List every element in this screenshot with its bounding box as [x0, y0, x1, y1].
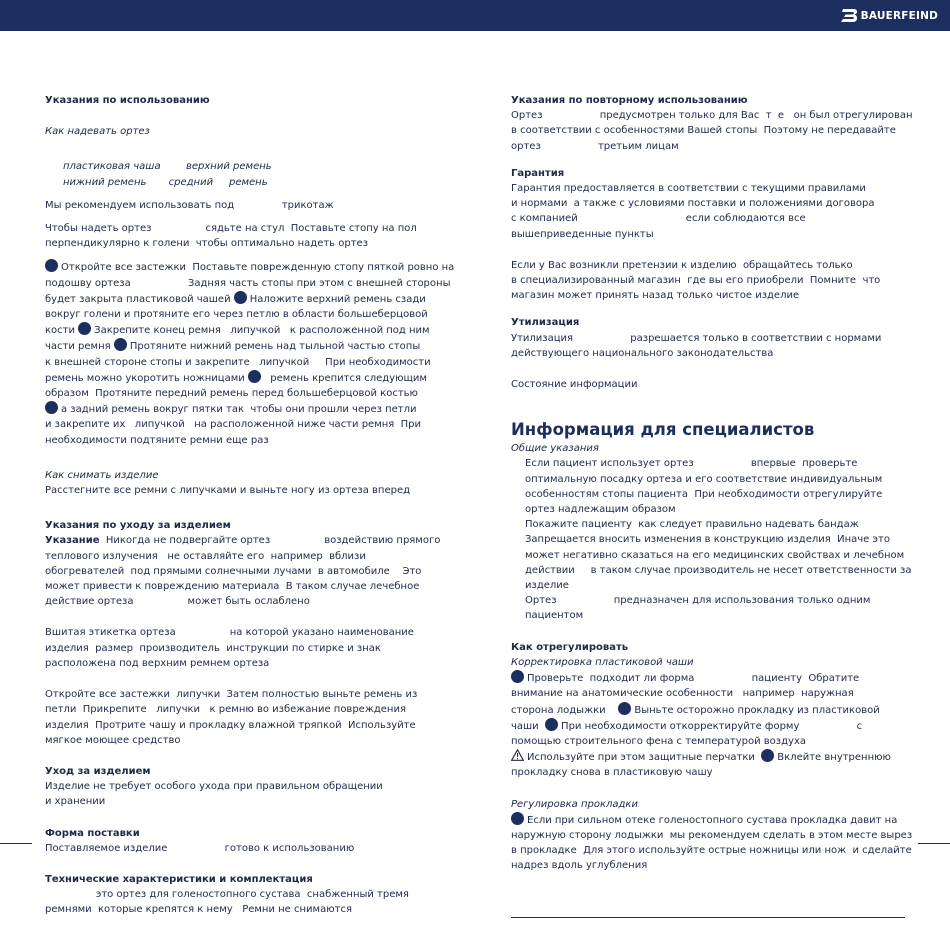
adjust-line-1	[511, 670, 911, 686]
right-margin-rule	[918, 843, 950, 844]
adjust-line-5: помощью строительного фена с температурой воздуха	[511, 735, 806, 747]
step-line-6-text-a: части ремня	[45, 341, 114, 353]
warning-icon	[511, 749, 524, 761]
care-line-4: может привести к повреждению материала В таком случае лечебное	[45, 581, 420, 593]
step-line-8-text-a: ремень можно укоротить ножницами	[45, 372, 248, 384]
step-line-8	[45, 370, 440, 386]
left-margin-rule	[0, 843, 32, 844]
warranty-line-1: Гарантия предоставляется в соответствии с текущими правилами	[511, 183, 866, 195]
pad-line-3: в прокладке Для этого используйте острые ножницы или нож и сделайте	[511, 845, 912, 857]
care-label: Указание	[45, 535, 100, 547]
open-line-3: изделия Протрите чашу и прокладку влажной тряпкой Используйте	[45, 719, 416, 731]
care2-title: Уход за изделием	[45, 765, 151, 777]
general-line-7: может негативно сказаться на его медицинских свойствах и лечебном	[525, 549, 905, 561]
header-bar	[0, 0, 950, 31]
pad-title: Регулировка прокладки	[511, 798, 638, 810]
bottom-rule	[511, 917, 905, 918]
adjust-line-6-text-b: Вклейте внутреннюю	[777, 752, 891, 764]
delivery-title: Форма поставки	[45, 827, 140, 839]
step-3-marker-icon	[78, 322, 91, 335]
care-line-3: обогревателей под прямыми солнечными лучами в автомобиле Это	[45, 565, 422, 577]
adjust-step-4-marker-icon	[761, 749, 774, 762]
general-title: Общие указания	[511, 443, 599, 455]
reuse-line-3: ортез третьим лицам	[511, 140, 679, 152]
claims-line-2: в специализированный магазин где вы его приобрели Помните что	[511, 275, 881, 287]
pad-line-1-text: Если при сильном отеке голеностопного сустава прокладка давит на	[527, 814, 898, 826]
step-line-5-text-b: Закрепите конец ремня липучкой к расположенной под ним	[94, 325, 430, 337]
care2-line-2: и хранении	[45, 796, 106, 808]
step-line-8-text-b: ремень крепится следующим	[263, 372, 427, 384]
care2-line-1: Изделие не требует особого ухода при правильном обращении	[45, 781, 383, 793]
brand-logo	[840, 7, 938, 24]
adjust-line-4-text-b: При необходимости откорректируйте форму с	[561, 720, 863, 732]
warranty-line-2: и нормами а также с условиями поставки и положениями договора	[511, 198, 875, 210]
step-line-3-text-b: Наложите верхний ремень сзади	[249, 293, 426, 305]
tech-line-1: это ортез для голеностопного сустава снабженный тремя	[45, 889, 409, 901]
step-line-6-text-b: Протяните нижний ремень над тыльной частью стопы	[129, 341, 421, 353]
pad-step-1-marker-icon	[511, 812, 524, 825]
reuse-line-1: Ортез предусмотрен только для Вас т е он был отрегулирован	[511, 110, 913, 122]
warranty-line-3: с компанией если соблюдаются все	[511, 213, 806, 225]
step-line-3	[45, 291, 440, 307]
care-line-2: теплового излучения не оставляйте его например вблизи	[45, 550, 366, 562]
brand-name: BAUERFEIND	[860, 9, 938, 22]
step-line-4: вокруг голени и протяните его через петлю в области большеберцовой	[45, 309, 428, 321]
care-line-1	[45, 533, 440, 548]
specialists-title: Информация для специалистов	[511, 420, 815, 440]
step-line-5-text-a: кости	[45, 325, 79, 337]
open-line-1: Откройте все застежки липучки Затем полностью выньте ремень из	[45, 689, 418, 701]
claims-line-3: магазин может принять назад только чистое изделие	[511, 290, 800, 302]
recommend-text: Мы рекомендуем использовать под трикотаж	[45, 199, 334, 211]
adjust-step-2-marker-icon	[618, 702, 631, 715]
pad-line-2: наружную сторону лодыжки мы рекомендуем сделать в этом месте вырез	[511, 829, 913, 841]
care-title: Указания по уходу за изделием	[45, 520, 231, 532]
general-line-5: Покажите пациенту как следует правильно надевать бандаж	[525, 519, 859, 531]
disposal-line-2: действующего национального законодательства	[511, 347, 774, 359]
adjust-step-3-marker-icon	[545, 718, 558, 731]
adjust-line-7: прокладку снова в пластиковую чашу	[511, 767, 713, 779]
left-column	[45, 93, 455, 918]
take-off-text: Расстегните все ремни с липучками и выньте ногу из ортеза вперед	[45, 485, 411, 497]
general-line-11: пациентом	[525, 610, 584, 622]
adjust-line-3	[511, 702, 911, 718]
adjust-line-6-text-a: Используйте при этом защитные перчатки	[527, 752, 762, 764]
adjust-title: Как отрегулировать	[511, 641, 629, 653]
info-state: Состояние информации	[511, 379, 638, 391]
usage-title: Указания по использованию	[45, 95, 210, 106]
general-line-8: действии в таком случае производитель не несет ответственности за	[525, 564, 912, 576]
adjust-step-1-marker-icon	[511, 670, 524, 683]
step-line-11: и закрепите их липучкой на расположенной ниже части ремня При	[45, 419, 422, 431]
how-to-put-on-title: Как надевать ортез	[45, 126, 150, 138]
parts-line-2: нижний ремень средний ремень	[63, 176, 268, 188]
adjust-line-3-text-a: сторона лодыжки	[511, 704, 619, 716]
step-line-3-text-a: будет закрыта пластиковой чашей	[45, 293, 234, 305]
delivery-text: Поставляемое изделие готово к использованию	[45, 842, 355, 854]
step-line-9: образом Протяните передний ремень перед большеберцовой костью	[45, 388, 418, 400]
adjust-line-2: внимание на анатомические особенности например наружная	[511, 688, 854, 700]
adjust-line-4	[511, 718, 911, 734]
bauerfeind-logo-icon	[840, 7, 858, 24]
general-line-10: Ортез предназначен для использования только одним	[525, 595, 871, 607]
general-line-4: ортез надлежащим образом	[525, 504, 676, 516]
disposal-line-1: Утилизация разрешается только в соответствии с нормами	[511, 332, 882, 344]
pad-line-4: надрез вдоль углубления	[511, 860, 648, 872]
adjust-line-3-text-b: Выньте осторожно прокладку из пластиковой	[634, 704, 880, 716]
take-off-title: Как снимать изделие	[45, 469, 159, 481]
step-4-marker-icon	[114, 338, 127, 351]
pad-line-1	[511, 812, 911, 828]
warranty-title: Гарантия	[511, 167, 565, 179]
disposal-title: Утилизация	[511, 317, 580, 329]
general-line-9: изделие	[525, 580, 569, 592]
step-line-1	[45, 259, 455, 275]
general-line-2: оптимальную посадку ортеза и его соответствие индивидуальным	[525, 473, 883, 485]
open-line-2: петли Прикрепите липучки к ремню во избежание повреждения	[45, 704, 406, 716]
open-line-4: мягкое моющее средство	[45, 734, 181, 746]
adjust-line-1-text: Проверьте подходит ли форма пациенту Обратите	[527, 673, 860, 685]
general-line-1: Если пациент использует ортез впервые проверьте	[525, 458, 858, 470]
right-column	[511, 93, 911, 874]
general-line-3: особенностям стопы пациента При необходимости отрегулируйте	[525, 488, 883, 500]
step-5-marker-icon	[248, 370, 261, 383]
label-line-3: расположена под верхним ремнем ортеза	[45, 657, 270, 669]
step-line-12: необходимости подтяните ремни еще раз	[45, 434, 269, 446]
warranty-line-4: вышеприведенные пункты	[511, 228, 654, 240]
label-line-2: изделия размер производитель инструкции по стирке и знак	[45, 642, 381, 654]
general-line-6: Запрещается вносить изменения в конструкцию изделия Иначе это	[525, 534, 890, 546]
sit-text-1: Чтобы надеть ортез сядьте на стул Поставьте стопу на пол	[45, 223, 417, 235]
parts-line-1: пластиковая чаша верхний ремень	[63, 161, 272, 173]
step-line-6	[45, 338, 440, 354]
adjust-line-6	[511, 749, 911, 765]
sit-text-2: перпендикулярно к голени чтобы оптимально надеть ортез	[45, 238, 369, 250]
step-line-10	[45, 401, 440, 417]
adjust-line-4-text-a: чаши	[511, 720, 546, 732]
claims-line-1: Если у Вас возникли претензии к изделию обращайтесь только	[511, 259, 853, 271]
label-line-1: Вшитая этикетка ортеза на которой указано наименование	[45, 627, 414, 639]
step-1-marker-icon	[45, 259, 58, 272]
tech-line-2: ремнями которые крепятся к нему Ремни не снимаются	[45, 904, 352, 916]
care-line-1-text: Никогда не подвергайте ортез воздействию прямого	[99, 535, 441, 547]
shell-title: Корректировка пластиковой чаши	[511, 656, 694, 668]
reuse-line-2: в соответствии с особенностями Вашей стопы Поэтому не передавайте	[511, 125, 896, 137]
step-2-marker-icon	[234, 291, 247, 304]
step-line-7: к внешней стороне стопы и закрепите липучкой При необходимости	[45, 356, 431, 368]
step-line-2: подошву ортеза Задняя часть стопы при этом с внешней стороны	[45, 277, 451, 289]
step-6-marker-icon	[45, 401, 58, 414]
step-line-1-text: Откройте все застежки Поставьте поврежденную стопу пяткой ровно на	[61, 262, 455, 274]
tech-title: Технические характеристики и комплектация	[45, 873, 313, 885]
step-line-10-text: а задний ремень вокруг пятки так чтобы они прошли через петли	[61, 404, 417, 416]
care-line-5: действие ортеза может быть ослаблено	[45, 596, 310, 608]
reuse-title: Указания по повторному использованию	[511, 95, 748, 106]
step-line-5	[45, 322, 440, 338]
